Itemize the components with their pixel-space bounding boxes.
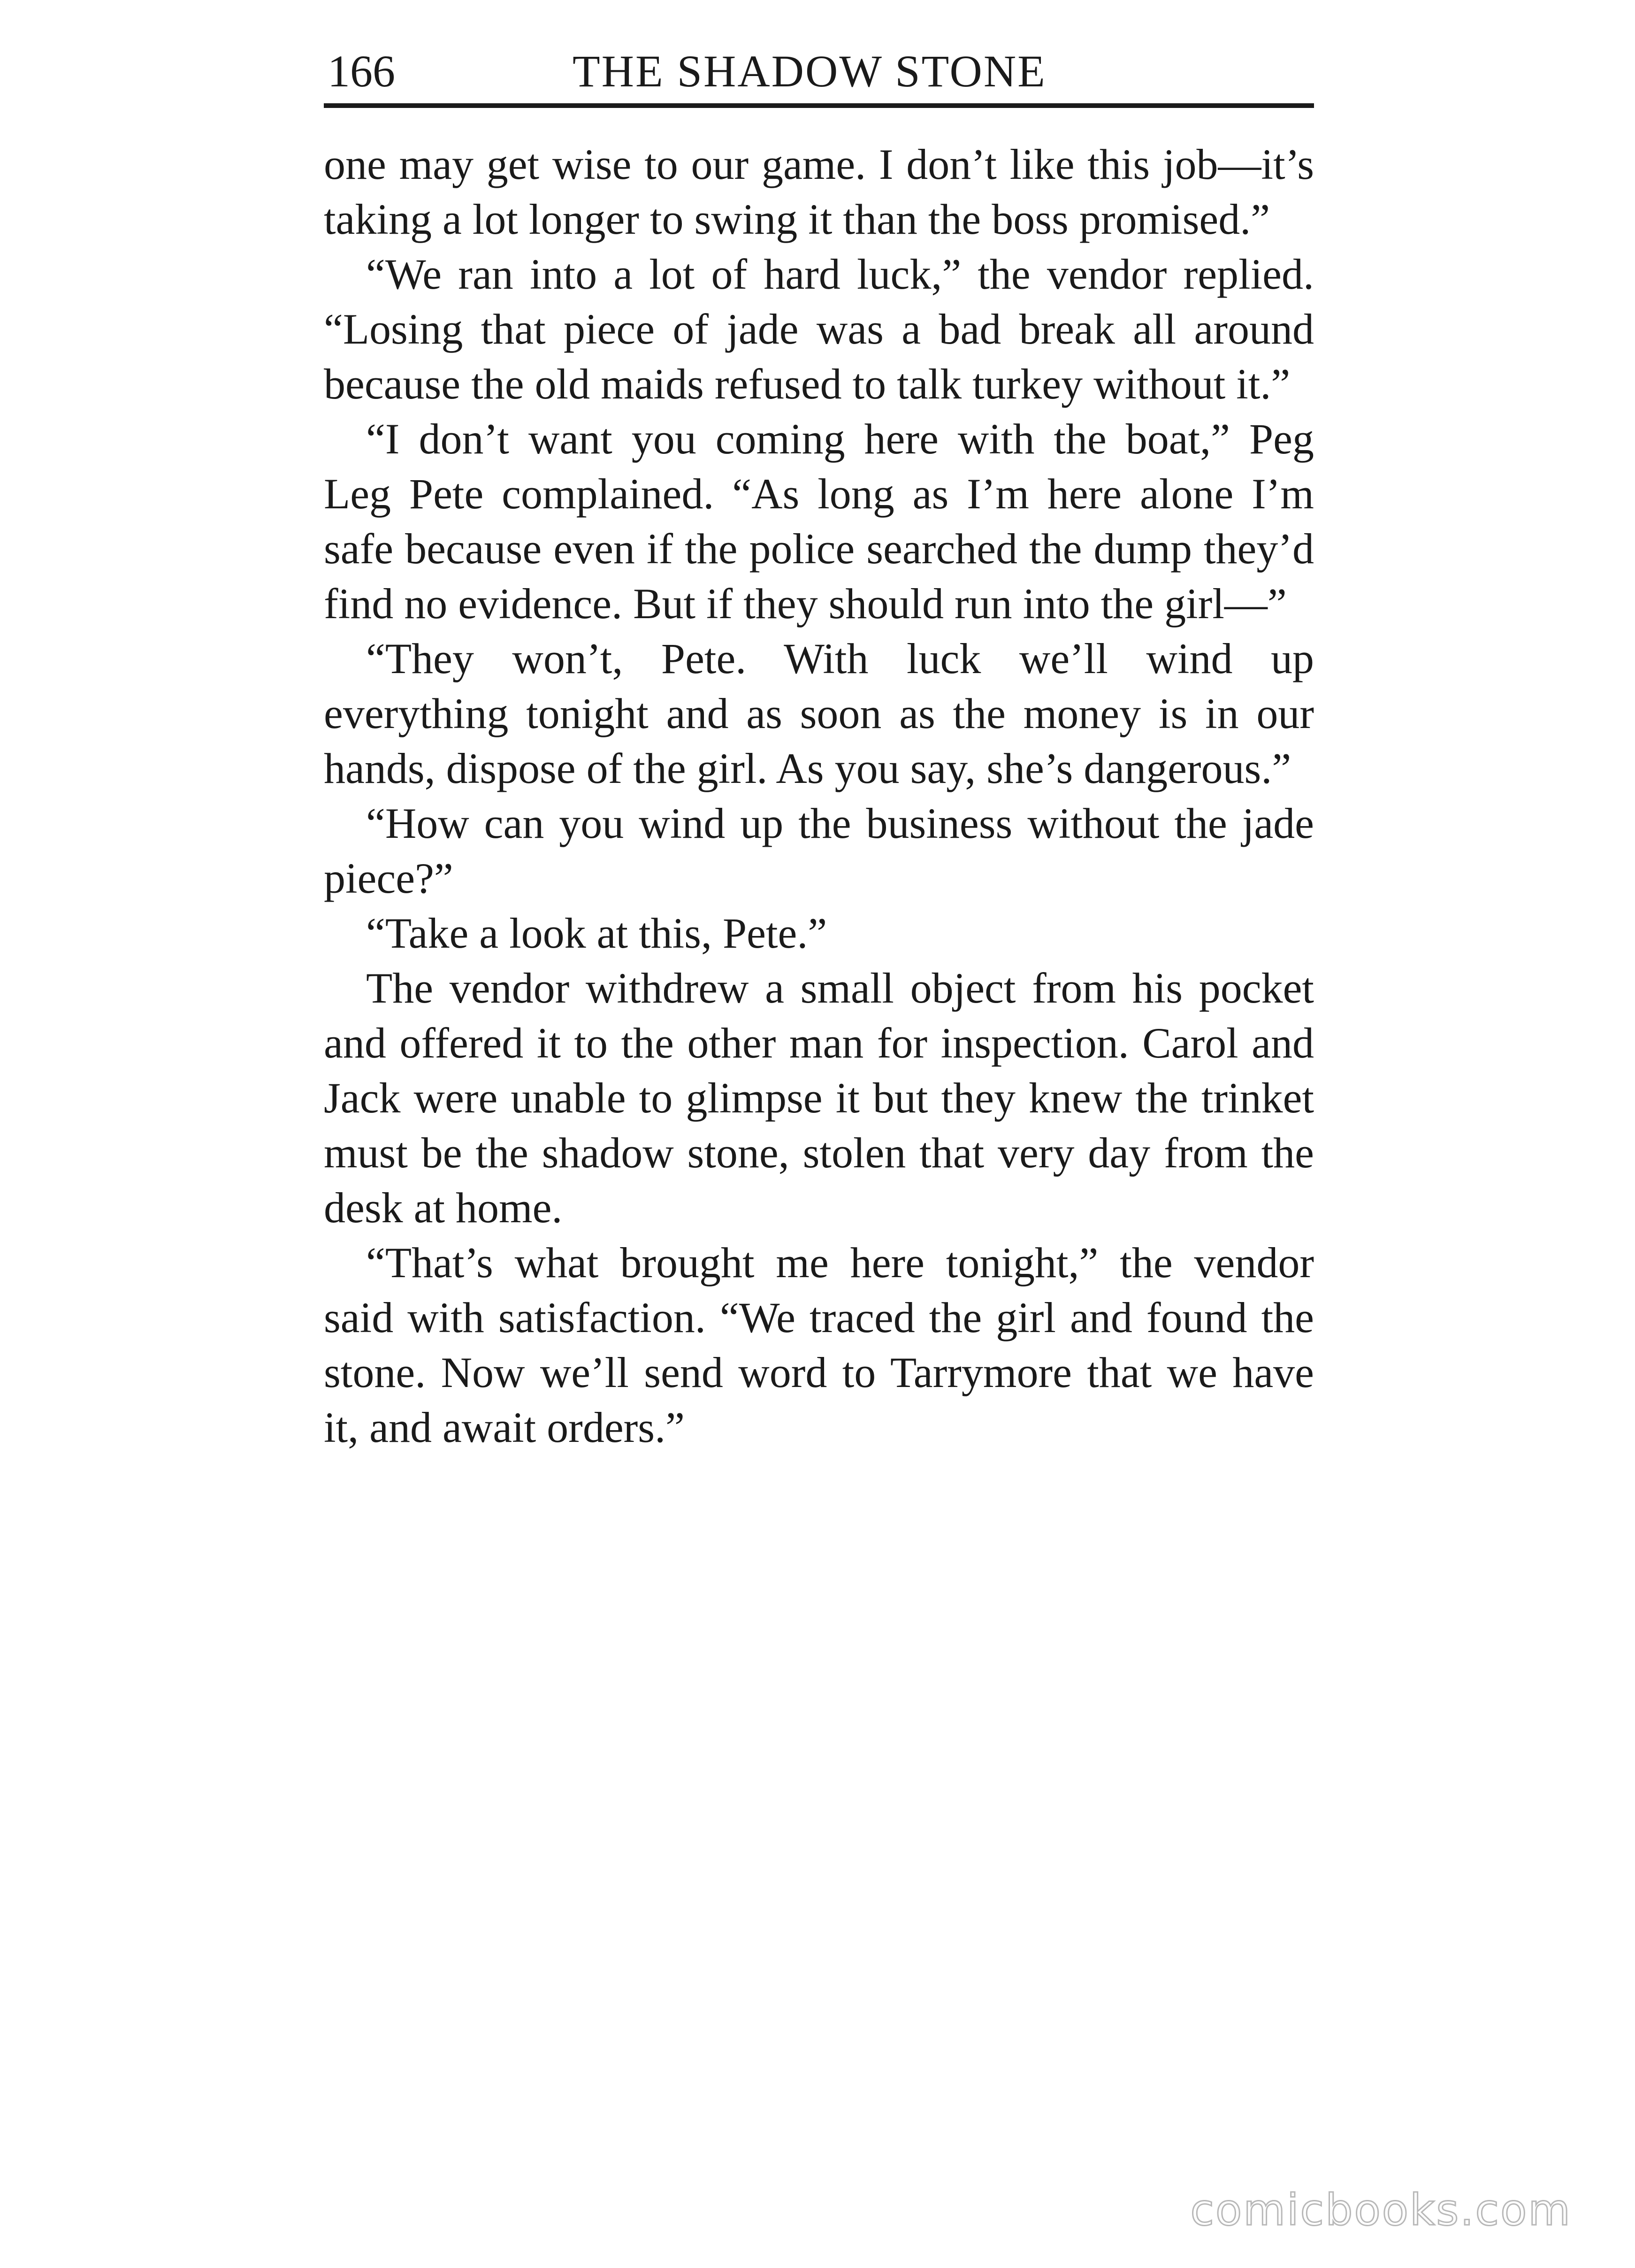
paragraph: “We ran into a lot of hard luck,” the vendor replied. “Losing that piece of jade was a bad break all around because the old maids refused to talk turkey without it.” [324, 250, 1314, 408]
paragraph: “That’s what brought me here tonight,” the vendor said with satisfaction. “We traced the girl and found the stone. Now we’ll send word to Tarrymore that we have it, and await orders.” [324, 1239, 1314, 1451]
paragraph: The vendor withdrew a small object from his pocket and offered it to the other man for inspection. Carol and Jack were unable to glimpse it but they knew the trinket must be the shadow stone, stolen that very day from the desk at home. [324, 964, 1314, 1232]
page-number: 166 [328, 46, 395, 96]
paragraph: “Take a look at this, Pete.” [366, 909, 827, 957]
paragraph: one may get wise to our game. I don’t like this job—it’s taking a lot longer to swing it than the boss promised.” [324, 140, 1314, 243]
paragraph: “They won’t, Pete. With luck we’ll wind up everything tonight and as soon as the money is in our hands, dispose of the girl. As you say, she’s dangerous.” [324, 635, 1314, 792]
watermark: comicbooks.com [1190, 2185, 1572, 2235]
page-header [324, 45, 1314, 108]
paragraph: “I don’t want you coming here with the boat,” Peg Leg Pete complained. “As long as I’m here alone I’m safe because even if the police searched the dump they’d find no evidence. But if they should run into the girl—” [324, 415, 1314, 628]
running-head-title: THE SHADOW STONE [573, 46, 1047, 96]
paragraph: “How can you wind up the business without the jade piece?” [324, 799, 1314, 902]
body-text [324, 137, 1314, 1455]
